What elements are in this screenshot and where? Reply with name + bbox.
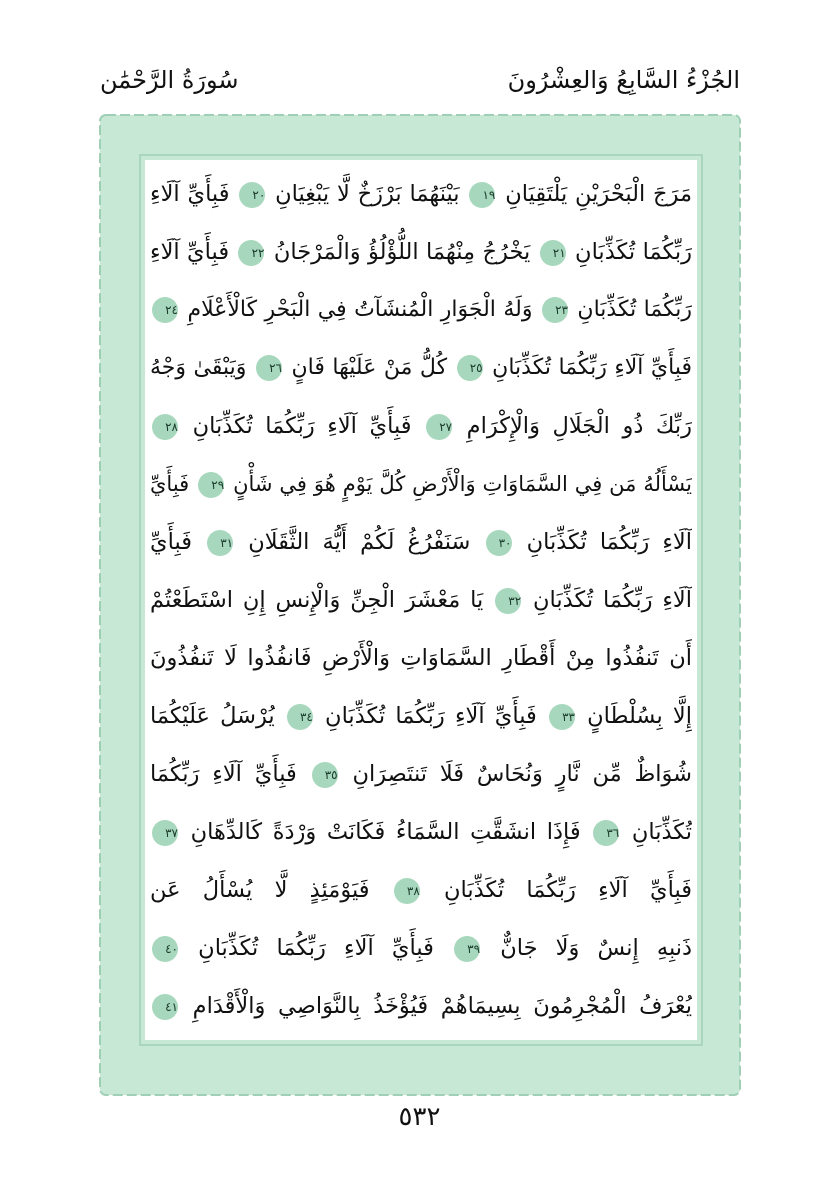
verse-text: بَيْنَهُمَا بَرْزَخٌ لَّا يَبْغِيَانِ	[275, 181, 460, 207]
verse-text: ذَنبِهِ إِنسٌ وَلَا جَانٌّ	[500, 935, 692, 961]
ayah-number-marker: ٣٨	[394, 878, 420, 904]
ayah-number-marker: ٤٠	[152, 936, 178, 962]
ayah-number-marker: ٣٩	[454, 936, 480, 962]
verse-text: فَبِأَيِّ آلَاءِ رَبِّكُمَا تُكَذِّبَانِ	[325, 703, 537, 729]
verse-text: فَإِذَا انشَقَّتِ السَّمَاءُ فَكَانَتْ وَرْدَةً كَالدِّهَانِ	[190, 819, 581, 845]
text-line	[150, 339, 692, 397]
verse-text: فَبِأَيِّ آلَاءِ رَبِّكُمَا تُكَذِّبَانِ	[192, 413, 412, 439]
text-line	[150, 687, 692, 745]
verse-text: فَبِأَيِّ	[150, 529, 193, 555]
text-line	[150, 803, 692, 861]
ayah-number-marker: ١٩	[469, 182, 495, 208]
ayah-number-marker: ٣٤	[287, 704, 313, 730]
ayah-number-marker: ٢٦	[256, 355, 282, 381]
text-line	[150, 571, 692, 629]
text-line	[150, 629, 692, 687]
surah-title: سُورَةُ الرَّحْمَٰن	[100, 66, 239, 94]
text-line	[150, 513, 692, 571]
verse-text: يَخْرُجُ مِنْهُمَا اللُّؤْلُؤُ وَالْمَرْجَانُ	[273, 239, 531, 265]
ayah-number-marker: ٢٠	[239, 182, 265, 208]
ayah-number-marker: ٣٠	[486, 530, 512, 556]
verse-text: شُوَاظٌ مِّن نَّارٍ وَنُحَاسٌ فَلَا تَنتَصِرَانِ	[352, 761, 692, 787]
verse-text: إِلَّا بِسُلْطَانٍ	[587, 703, 692, 729]
verse-text: يُعْرَفُ الْمُجْرِمُونَ بِسِيمَاهُمْ فَيُؤْخَذُ بِالنَّوَاصِي وَالْأَقْدَامِ	[192, 993, 692, 1019]
page-number: ٥٣٢	[398, 1102, 441, 1132]
ayah-number-marker: ٣٣	[549, 704, 575, 730]
verse-text: وَلَهُ الْجَوَارِ الْمُنشَآتُ فِي الْبَحْرِ كَالْأَعْلَامِ	[187, 297, 533, 322]
text-line	[150, 919, 692, 977]
text-line	[150, 223, 692, 281]
ayah-number-marker: ٢٨	[152, 414, 178, 440]
verse-text: فَبِأَيِّ آلَاءِ	[150, 239, 230, 265]
verse-text: مَرَجَ الْبَحْرَيْنِ يَلْتَقِيَانِ	[505, 181, 692, 207]
text-line	[150, 281, 692, 339]
ayah-number-marker: ٢٤	[152, 297, 178, 323]
verse-text: رَبِّكَ ذُو الْجَلَالِ وَالْإِكْرَامِ	[466, 413, 692, 439]
verse-text: رَبِّكُمَا تُكَذِّبَانِ	[575, 239, 692, 265]
verse-text: سَنَفْرُغُ لَكُمْ أَيُّهَ الثَّقَلَانِ	[248, 529, 471, 555]
ayah-number-marker: ٢٧	[426, 414, 452, 440]
ayah-number-marker: ٣٦	[593, 820, 619, 846]
quran-text-block	[150, 165, 692, 1035]
ayah-number-marker: ٤١	[152, 994, 178, 1020]
text-line	[150, 165, 692, 223]
verse-text: فَبِأَيِّ آلَاءِ	[150, 181, 230, 207]
ayah-number-marker: ٢٩	[198, 472, 224, 498]
verse-text: كُلُّ مَنْ عَلَيْهَا فَانٍ	[291, 355, 448, 380]
verse-text: أَن تَنفُذُوا مِنْ أَقْطَارِ السَّمَاوَاتِ وَالْأَرْضِ فَانفُذُوا لَا تَنفُذُونَ	[150, 645, 692, 671]
text-line	[150, 861, 692, 919]
verse-text: آلَاءِ رَبِّكُمَا تُكَذِّبَانِ	[533, 587, 692, 613]
juz-title: الجُزْءُ السَّابِعُ وَالعِشْرُونَ	[507, 66, 740, 94]
ayah-number-marker: ٣٢	[495, 588, 521, 614]
ayah-number-marker: ٢٢	[238, 240, 264, 266]
verse-text: فَبِأَيِّ	[150, 472, 190, 496]
text-line	[150, 397, 692, 455]
verse-text: فَبِأَيِّ آلَاءِ رَبِّكُمَا تُكَذِّبَانِ	[492, 355, 692, 380]
text-line	[150, 977, 692, 1035]
verse-text: فَيَوْمَئِذٍ لَّا يُسْأَلُ عَن	[150, 877, 370, 903]
text-line	[150, 455, 692, 513]
ayah-number-marker: ٢٥	[457, 355, 483, 381]
text-line	[150, 745, 692, 803]
ayah-number-marker: ٢١	[540, 240, 566, 266]
ayah-number-marker: ٢٣	[542, 297, 568, 323]
verse-text: تُكَذِّبَانِ	[631, 819, 692, 845]
verse-text: فَبِأَيِّ آلَاءِ رَبِّكُمَا تُكَذِّبَانِ	[444, 877, 692, 903]
verse-text: رَبِّكُمَا تُكَذِّبَانِ	[577, 297, 692, 322]
verse-text: وَيَبْقَىٰ وَجْهُ	[150, 355, 247, 380]
verse-text: يَا مَعْشَرَ الْجِنِّ وَالْإِنسِ إِنِ اسْتَطَعْتُمْ	[150, 587, 484, 613]
verse-text: آلَاءِ رَبِّكُمَا تُكَذِّبَانِ	[526, 529, 692, 555]
ayah-number-marker: ٣٧	[152, 820, 178, 846]
verse-text: يُرْسَلُ عَلَيْكُمَا	[150, 703, 275, 729]
verse-text: يَسْأَلُهُ مَن فِي السَّمَاوَاتِ وَالْأَرْضِ كُلَّ يَوْمٍ هُوَ فِي شَأْنٍ	[233, 472, 692, 496]
ayah-number-marker: ٣١	[207, 530, 233, 556]
ayah-number-marker: ٣٥	[312, 762, 338, 788]
verse-text: فَبِأَيِّ آلَاءِ رَبِّكُمَا تُكَذِّبَانِ	[198, 935, 434, 961]
verse-text: فَبِأَيِّ آلَاءِ رَبِّكُمَا	[150, 761, 297, 787]
